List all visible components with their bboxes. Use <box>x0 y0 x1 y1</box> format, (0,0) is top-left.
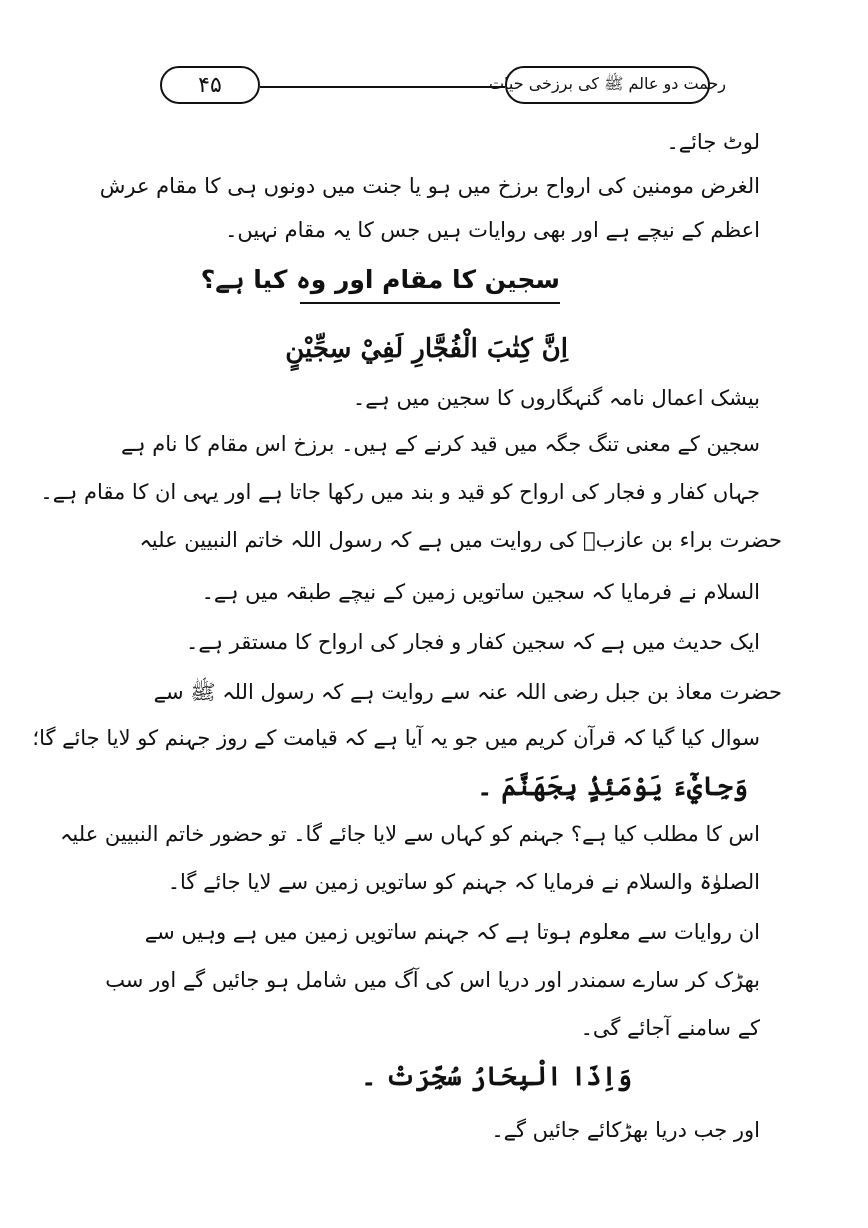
page-number: ۴۵ <box>160 66 260 104</box>
quran-verse: وَجِايْٓءَ يَوْمَئِذٍۢ بِجَهَنَّمَ ۔ <box>477 772 748 802</box>
text-line: سوال کیا گیا کہ قرآن کریم میں جو یہ آیا ہے کہ قیامت کے روز جہنم کو لایا جائے گا؛ <box>32 726 760 750</box>
quran-verse: اِنَّ كِتٰبَ الْفُجَّارِ لَفِيْ سِجِّيْنٍ <box>285 334 568 364</box>
page-header <box>160 66 727 108</box>
text-line: اس کا مطلب کیا ہے؟ جہنم کو کہاں سے لایا جائے گا۔ تو حضور خاتم النبیین علیہ <box>60 822 760 846</box>
text-line: جہاں کفار و فجار کی ارواح کو قید و بند میں رکھا جاتا ہے اور یہی ان کا مقام ہے۔ <box>40 480 760 504</box>
text-line: حضرت براء بن عازبؓ کی روایت میں ہے کہ رسول اللہ خاتم النبیین علیہ <box>139 528 782 552</box>
text-line: ان روایات سے معلوم ہوتا ہے کہ جہنم ساتویں زمین میں ہے وہیں سے <box>144 920 760 944</box>
text-line: کے سامنے آجائے گی۔ <box>580 1016 760 1040</box>
text-line: حضرت معاذ بن جبل رضی اللہ عنہ سے روایت ہے کہ رسول اللہ ﷺ سے <box>153 680 782 704</box>
text-line: الغرض مومنین کی ارواح برزخ میں ہو یا جنت میں دونوں ہی کا مقام عرش <box>99 174 760 198</box>
text-line: الصلوٰۃ والسلام نے فرمایا کہ جہنم کو ساتویں زمین سے لایا جائے گا۔ <box>167 870 760 894</box>
section-heading: سجین کا مقام اور وہ کیا ہے؟ <box>300 260 560 304</box>
text-line: لوٹ جائے۔ <box>666 130 760 154</box>
text-line: بیشک اعمال نامہ گنہگاروں کا سجین میں ہے۔ <box>352 386 760 410</box>
text-line: اور جب دریا بھڑکائے جائیں گے۔ <box>491 1118 760 1142</box>
text-line: ایک حدیث میں ہے کہ سجین کفار و فجار کی ارواح کا مستقر ہے۔ <box>186 630 760 654</box>
quran-verse: وَاِذَا الْبِحَارُ سُجِّرَتْ ۔ <box>361 1062 632 1092</box>
header-divider <box>260 86 505 88</box>
text-line: السلام نے فرمایا کہ سجین ساتویں زمین کے نیچے طبقہ میں ہے۔ <box>201 580 760 604</box>
text-line: بھڑک کر سارے سمندر اور دریا اس کی آگ میں شامل ہو جائیں گے اور سب <box>105 968 760 992</box>
text-line: سجین کے معنی تنگ جگہ میں قید کرنے کے ہیں۔ برزخ اس مقام کا نام ہے <box>120 432 760 456</box>
text-line: اعظم کے نیچے ہے اور بھی روایات ہیں جس کا یہ مقام نہیں۔ <box>225 218 760 242</box>
book-title: رحمت دو عالم ﷺ کی برزخی حیات <box>505 66 710 104</box>
